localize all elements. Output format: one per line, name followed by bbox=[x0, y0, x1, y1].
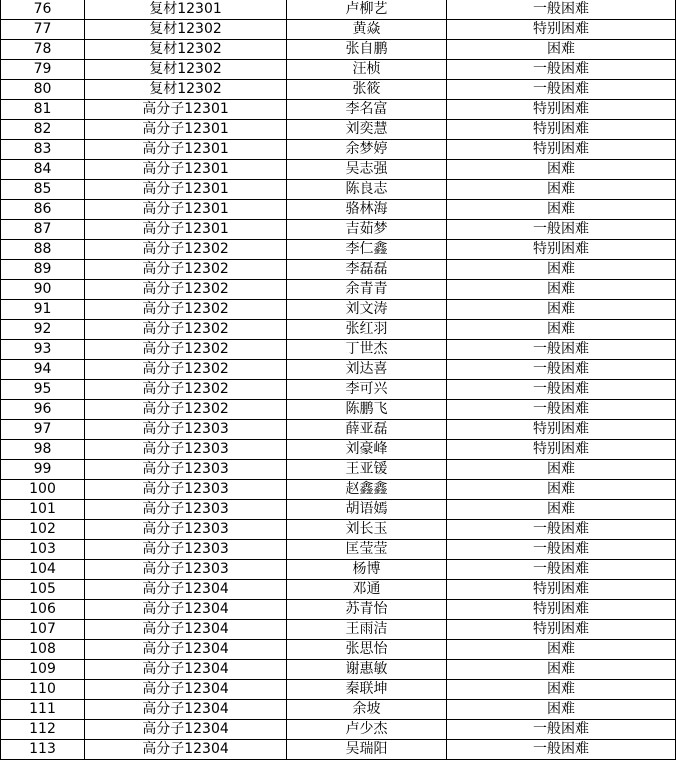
difficulty-level-cell: 一般困难 bbox=[447, 560, 676, 580]
student-name-cell: 张思怡 bbox=[287, 640, 447, 660]
difficulty-level-cell: 特别困难 bbox=[447, 600, 676, 620]
student-name-cell: 刘奕慧 bbox=[287, 120, 447, 140]
row-number-cell: 112 bbox=[1, 720, 85, 740]
table-row bbox=[1, 740, 676, 760]
difficulty-level-cell: 特别困难 bbox=[447, 440, 676, 460]
class-cell: 复材12302 bbox=[85, 20, 287, 40]
table-row bbox=[1, 200, 676, 220]
row-number-cell: 76 bbox=[1, 0, 85, 20]
student-name-cell: 余坡 bbox=[287, 700, 447, 720]
table-row bbox=[1, 680, 676, 700]
table-row bbox=[1, 320, 676, 340]
class-cell: 高分子12303 bbox=[85, 460, 287, 480]
difficulty-level-cell: 一般困难 bbox=[447, 0, 676, 20]
difficulty-level-cell: 一般困难 bbox=[447, 80, 676, 100]
student-name-cell: 黄焱 bbox=[287, 20, 447, 40]
class-cell: 高分子12304 bbox=[85, 680, 287, 700]
student-name-cell: 陈良志 bbox=[287, 180, 447, 200]
row-number-cell: 100 bbox=[1, 480, 85, 500]
class-cell: 高分子12302 bbox=[85, 300, 287, 320]
row-number-cell: 102 bbox=[1, 520, 85, 540]
student-name-cell: 刘达喜 bbox=[287, 360, 447, 380]
class-cell: 高分子12302 bbox=[85, 280, 287, 300]
table-row bbox=[1, 140, 676, 160]
class-cell: 高分子12303 bbox=[85, 420, 287, 440]
class-cell: 高分子12303 bbox=[85, 440, 287, 460]
class-cell: 高分子12303 bbox=[85, 560, 287, 580]
student-name-cell: 刘豪峰 bbox=[287, 440, 447, 460]
difficulty-level-cell: 特别困难 bbox=[447, 240, 676, 260]
student-name-cell: 张筱 bbox=[287, 80, 447, 100]
table-row bbox=[1, 500, 676, 520]
difficulty-level-cell: 困难 bbox=[447, 500, 676, 520]
student-name-cell: 苏青怡 bbox=[287, 600, 447, 620]
student-name-cell: 李名富 bbox=[287, 100, 447, 120]
difficulty-level-cell: 困难 bbox=[447, 300, 676, 320]
class-cell: 高分子12304 bbox=[85, 620, 287, 640]
difficulty-level-cell: 困难 bbox=[447, 680, 676, 700]
table-row bbox=[1, 300, 676, 320]
row-number-cell: 84 bbox=[1, 160, 85, 180]
difficulty-level-cell: 困难 bbox=[447, 700, 676, 720]
row-number-cell: 83 bbox=[1, 140, 85, 160]
table-row bbox=[1, 540, 676, 560]
difficulty-level-cell: 特别困难 bbox=[447, 580, 676, 600]
class-cell: 复材12302 bbox=[85, 80, 287, 100]
table-row bbox=[1, 100, 676, 120]
row-number-cell: 101 bbox=[1, 500, 85, 520]
row-number-cell: 92 bbox=[1, 320, 85, 340]
difficulty-level-cell: 困难 bbox=[447, 160, 676, 180]
student-name-cell: 邓通 bbox=[287, 580, 447, 600]
row-number-cell: 94 bbox=[1, 360, 85, 380]
row-number-cell: 87 bbox=[1, 220, 85, 240]
table-row bbox=[1, 220, 676, 240]
student-name-cell: 秦联坤 bbox=[287, 680, 447, 700]
table-row bbox=[1, 260, 676, 280]
table-row bbox=[1, 380, 676, 400]
table-row bbox=[1, 460, 676, 480]
row-number-cell: 104 bbox=[1, 560, 85, 580]
class-cell: 高分子12301 bbox=[85, 180, 287, 200]
row-number-cell: 80 bbox=[1, 80, 85, 100]
table-row bbox=[1, 160, 676, 180]
student-name-cell: 赵鑫鑫 bbox=[287, 480, 447, 500]
table-row bbox=[1, 580, 676, 600]
table-row bbox=[1, 60, 676, 80]
table-row bbox=[1, 620, 676, 640]
class-cell: 高分子12302 bbox=[85, 240, 287, 260]
student-name-cell: 胡语嫣 bbox=[287, 500, 447, 520]
difficulty-level-cell: 困难 bbox=[447, 200, 676, 220]
table-row bbox=[1, 440, 676, 460]
table-row bbox=[1, 520, 676, 540]
difficulty-level-cell: 特别困难 bbox=[447, 620, 676, 640]
student-name-cell: 吴志强 bbox=[287, 160, 447, 180]
table-row bbox=[1, 0, 676, 20]
student-name-cell: 李可兴 bbox=[287, 380, 447, 400]
student-name-cell: 匡莹莹 bbox=[287, 540, 447, 560]
difficulty-level-cell: 特别困难 bbox=[447, 140, 676, 160]
row-number-cell: 95 bbox=[1, 380, 85, 400]
difficulty-level-cell: 特别困难 bbox=[447, 120, 676, 140]
row-number-cell: 79 bbox=[1, 60, 85, 80]
difficulty-level-cell: 特别困难 bbox=[447, 20, 676, 40]
difficulty-level-cell: 困难 bbox=[447, 660, 676, 680]
difficulty-level-cell: 一般困难 bbox=[447, 380, 676, 400]
row-number-cell: 90 bbox=[1, 280, 85, 300]
student-name-cell: 刘文涛 bbox=[287, 300, 447, 320]
class-cell: 高分子12304 bbox=[85, 660, 287, 680]
table-row bbox=[1, 700, 676, 720]
difficulty-level-cell: 困难 bbox=[447, 280, 676, 300]
difficulty-level-cell: 一般困难 bbox=[447, 740, 676, 760]
class-cell: 高分子12302 bbox=[85, 380, 287, 400]
difficulty-level-cell: 困难 bbox=[447, 180, 676, 200]
class-cell: 高分子12301 bbox=[85, 120, 287, 140]
row-number-cell: 107 bbox=[1, 620, 85, 640]
row-number-cell: 111 bbox=[1, 700, 85, 720]
row-number-cell: 96 bbox=[1, 400, 85, 420]
row-number-cell: 113 bbox=[1, 740, 85, 760]
student-name-cell: 张红羽 bbox=[287, 320, 447, 340]
row-number-cell: 105 bbox=[1, 580, 85, 600]
table-row bbox=[1, 280, 676, 300]
table-row bbox=[1, 560, 676, 580]
row-number-cell: 77 bbox=[1, 20, 85, 40]
student-name-cell: 余梦婷 bbox=[287, 140, 447, 160]
row-number-cell: 88 bbox=[1, 240, 85, 260]
difficulty-level-cell: 一般困难 bbox=[447, 540, 676, 560]
table-row bbox=[1, 640, 676, 660]
row-number-cell: 103 bbox=[1, 540, 85, 560]
student-name-cell: 丁世杰 bbox=[287, 340, 447, 360]
class-cell: 高分子12302 bbox=[85, 260, 287, 280]
class-cell: 高分子12301 bbox=[85, 220, 287, 240]
row-number-cell: 86 bbox=[1, 200, 85, 220]
class-cell: 高分子12304 bbox=[85, 600, 287, 620]
row-number-cell: 106 bbox=[1, 600, 85, 620]
row-number-cell: 78 bbox=[1, 40, 85, 60]
class-cell: 复材12301 bbox=[85, 0, 287, 20]
class-cell: 复材12302 bbox=[85, 40, 287, 60]
row-number-cell: 99 bbox=[1, 460, 85, 480]
table-row bbox=[1, 340, 676, 360]
difficulty-level-cell: 困难 bbox=[447, 640, 676, 660]
student-name-cell: 吉茹梦 bbox=[287, 220, 447, 240]
difficulty-level-cell: 一般困难 bbox=[447, 60, 676, 80]
table-row bbox=[1, 400, 676, 420]
table-row bbox=[1, 360, 676, 380]
difficulty-level-cell: 困难 bbox=[447, 40, 676, 60]
table-row bbox=[1, 720, 676, 740]
table-row bbox=[1, 40, 676, 60]
table-row bbox=[1, 240, 676, 260]
class-cell: 高分子12301 bbox=[85, 100, 287, 120]
class-cell: 高分子12301 bbox=[85, 200, 287, 220]
student-name-cell: 王亚锾 bbox=[287, 460, 447, 480]
table-row bbox=[1, 480, 676, 500]
row-number-cell: 81 bbox=[1, 100, 85, 120]
row-number-cell: 108 bbox=[1, 640, 85, 660]
student-name-cell: 谢惠敏 bbox=[287, 660, 447, 680]
student-name-cell: 余青青 bbox=[287, 280, 447, 300]
student-name-cell: 杨博 bbox=[287, 560, 447, 580]
class-cell: 高分子12303 bbox=[85, 540, 287, 560]
difficulty-level-cell: 特别困难 bbox=[447, 420, 676, 440]
class-cell: 高分子12302 bbox=[85, 360, 287, 380]
table-row bbox=[1, 660, 676, 680]
table-row bbox=[1, 600, 676, 620]
student-name-cell: 李磊磊 bbox=[287, 260, 447, 280]
table-row bbox=[1, 20, 676, 40]
table-row bbox=[1, 180, 676, 200]
student-name-cell: 张自鹏 bbox=[287, 40, 447, 60]
row-number-cell: 109 bbox=[1, 660, 85, 680]
student-name-cell: 吴瑞阳 bbox=[287, 740, 447, 760]
difficulty-level-cell: 困难 bbox=[447, 260, 676, 280]
class-cell: 高分子12304 bbox=[85, 720, 287, 740]
row-number-cell: 98 bbox=[1, 440, 85, 460]
class-cell: 高分子12303 bbox=[85, 480, 287, 500]
table-row bbox=[1, 420, 676, 440]
student-name-cell: 刘长玉 bbox=[287, 520, 447, 540]
difficulty-level-cell: 一般困难 bbox=[447, 220, 676, 240]
student-name-cell: 王雨洁 bbox=[287, 620, 447, 640]
difficulty-level-cell: 一般困难 bbox=[447, 720, 676, 740]
class-cell: 高分子12302 bbox=[85, 320, 287, 340]
class-cell: 高分子12303 bbox=[85, 500, 287, 520]
difficulty-level-cell: 困难 bbox=[447, 480, 676, 500]
difficulty-level-cell: 特别困难 bbox=[447, 100, 676, 120]
table-row bbox=[1, 120, 676, 140]
student-name-cell: 薛亚磊 bbox=[287, 420, 447, 440]
class-cell: 高分子12304 bbox=[85, 640, 287, 660]
class-cell: 高分子12302 bbox=[85, 400, 287, 420]
class-cell: 高分子12304 bbox=[85, 740, 287, 760]
class-cell: 高分子12303 bbox=[85, 520, 287, 540]
class-cell: 高分子12304 bbox=[85, 580, 287, 600]
student-name-cell: 骆林海 bbox=[287, 200, 447, 220]
difficulty-level-cell: 困难 bbox=[447, 320, 676, 340]
student-name-cell: 卢柳艺 bbox=[287, 0, 447, 20]
row-number-cell: 89 bbox=[1, 260, 85, 280]
student-name-cell: 卢少杰 bbox=[287, 720, 447, 740]
class-cell: 高分子12304 bbox=[85, 700, 287, 720]
difficulty-level-cell: 一般困难 bbox=[447, 360, 676, 380]
row-number-cell: 110 bbox=[1, 680, 85, 700]
row-number-cell: 85 bbox=[1, 180, 85, 200]
table-body bbox=[1, 0, 676, 760]
class-cell: 高分子12302 bbox=[85, 340, 287, 360]
difficulty-level-cell: 困难 bbox=[447, 460, 676, 480]
row-number-cell: 82 bbox=[1, 120, 85, 140]
student-name-cell: 汪桢 bbox=[287, 60, 447, 80]
row-number-cell: 97 bbox=[1, 420, 85, 440]
class-cell: 复材12302 bbox=[85, 60, 287, 80]
student-name-cell: 李仁鑫 bbox=[287, 240, 447, 260]
class-cell: 高分子12301 bbox=[85, 140, 287, 160]
row-number-cell: 93 bbox=[1, 340, 85, 360]
student-name-cell: 陈鹏飞 bbox=[287, 400, 447, 420]
difficulty-level-cell: 一般困难 bbox=[447, 520, 676, 540]
table-row bbox=[1, 80, 676, 100]
difficulty-level-cell: 一般困难 bbox=[447, 340, 676, 360]
row-number-cell: 91 bbox=[1, 300, 85, 320]
class-cell: 高分子12301 bbox=[85, 160, 287, 180]
difficulty-level-cell: 一般困难 bbox=[447, 400, 676, 420]
